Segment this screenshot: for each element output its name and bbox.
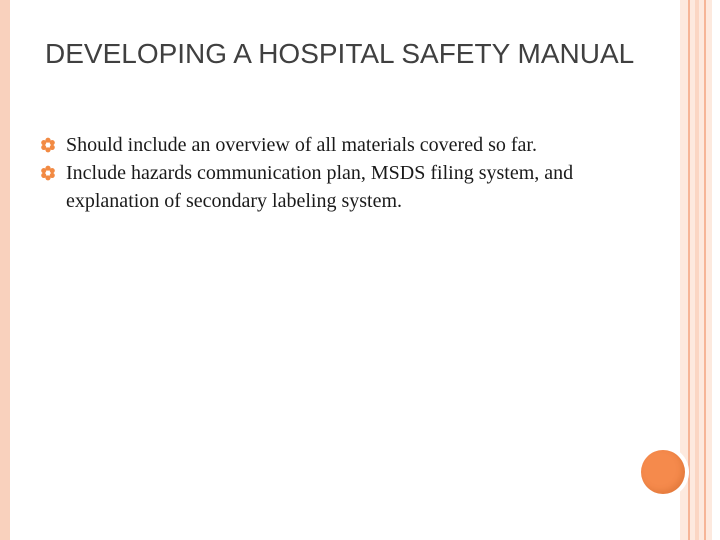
flower-bullet-icon [40,137,56,153]
left-border-stripe [0,0,10,540]
bullet-text: Should include an overview of all materials covered so far. [66,134,537,156]
bullet-item [40,159,620,215]
flower-bullet-icon [40,165,56,181]
right-edge [712,0,720,540]
bullet-text: Include hazards communication plan, MSDS filing system, and explanation of secondary labeling system. [66,162,574,212]
bullet-list [40,131,620,215]
bullet-item [40,131,620,159]
decorative-orange-circle [641,450,685,494]
right-decorative-line [704,0,706,540]
slide-title: DEVELOPING A HOSPITAL SAFETY MANUAL [45,38,635,69]
right-decorative-line [695,0,699,540]
right-decorative-line [688,0,690,540]
